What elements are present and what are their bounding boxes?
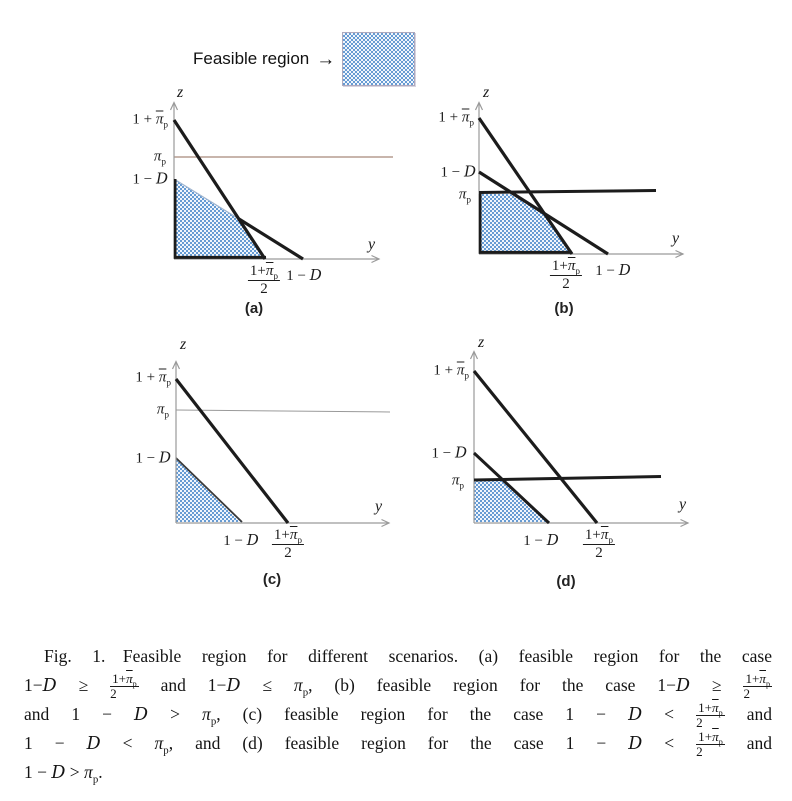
pip-line-c (176, 410, 390, 412)
plot-d-ztick-1mD: 1 − D (431, 443, 467, 462)
plot-c-graphics (173, 362, 391, 527)
plot-a-ztick-pip: $\pi_p$ (153, 148, 166, 168)
plot-c-ztick-1mD: 1 − D (135, 448, 171, 467)
legend-label: Feasible region (193, 49, 310, 68)
plot-d-ztick-pip: $\pi_p$ (451, 472, 464, 492)
plot-a-ztick-1mD: 1 − D (132, 169, 168, 188)
subplot-caption-b: (b) (554, 300, 574, 317)
pip-line-b (479, 191, 656, 193)
plot-a-z-axis-label: z (177, 84, 184, 101)
plot-b-y-axis-label: y (672, 230, 680, 247)
plot-b-ztick-1mD: 1 − D (440, 162, 476, 181)
legend (193, 32, 415, 86)
plot-a-xtick-frac: $\frac{1+\overline{\pi}_p}{2}$ (249, 263, 279, 297)
plot-c-ztick-pip: $\pi_p$ (156, 401, 169, 421)
plot-d-z-axis-label: z (478, 334, 485, 351)
plot-b-xtick-1mD: 1 − D (595, 261, 631, 279)
plot-c-z-axis-label: z (180, 336, 187, 353)
feasible-region-swatch (342, 32, 415, 86)
plot-c-xtick-frac: $\frac{1+\overline{\pi}_p}{2}$ (273, 527, 303, 561)
plot-a-ztick-1pibar: $1 + \overline{\pi}_p$ (132, 111, 168, 131)
plot-d-graphics (471, 352, 689, 527)
plot-d-xtick-1mD: 1 − D (523, 531, 559, 549)
figure-caption-line-1: Fig. 1. Feasible region for different scenarios. (a) feasible region for the case (44, 646, 772, 666)
plot-a-graphics (171, 103, 394, 263)
plot-d-y-axis-label: y (679, 496, 687, 513)
plot-c-y-axis-label: y (375, 498, 383, 515)
legend-arrow-icon: → (316, 48, 336, 70)
plot-d-ztick-1pibar: $1 + \overline{\pi}_p$ (433, 362, 469, 382)
plot-a-xtick-1mD: 1 − D (286, 266, 322, 284)
subplot-caption-a: (a) (244, 300, 264, 317)
figure-caption-line-3: and $1 - D > \pi_p$, (c) feasible region for the case 1 − D < $\frac{1+\overline{\pi}_p}{2}$ and (24, 700, 773, 731)
subplot-caption-d: (d) (556, 573, 576, 590)
pip-line-d (474, 477, 661, 481)
plot-b-z-axis-label: z (483, 84, 490, 101)
plot-d-xtick-frac: $\frac{1+\overline{\pi}_p}{2}$ (584, 527, 614, 561)
plot-b-graphics (476, 103, 684, 258)
figure-caption-line-4: $1 - D < \pi_p$, and (d) feasible region for the case 1 − D < $\frac{1+\overline{\pi}_p}{2}$ and (24, 729, 773, 760)
plot-c-xtick-1mD: 1 − D (223, 531, 259, 549)
plot-b-ztick-pip: $\pi_p$ (458, 186, 471, 206)
feasible-region-d (474, 480, 549, 523)
figure-caption (24, 642, 772, 788)
figure-caption-line-2: 1−D ≥ $\frac{1+\overline{\pi}_p}{2}$ and $1-D \le \pi_p$, (b) feasible region for the case 1−D ≥ $\frac{1+\overline{\pi}_p}{2}$ (24, 671, 771, 702)
figure-caption-line-5: $1 - D > \pi_p$. (24, 762, 103, 786)
subplot-caption-c: (c) (262, 571, 282, 588)
plot-c-ztick-1pibar: $1 + \overline{\pi}_p$ (135, 369, 171, 389)
plot-a-y-axis-label: y (368, 236, 376, 253)
plot-b-ztick-1pibar: $1 + \overline{\pi}_p$ (438, 109, 474, 129)
plot-b-xtick-frac: $\frac{1+\overline{\pi}_p}{2}$ (551, 258, 581, 292)
